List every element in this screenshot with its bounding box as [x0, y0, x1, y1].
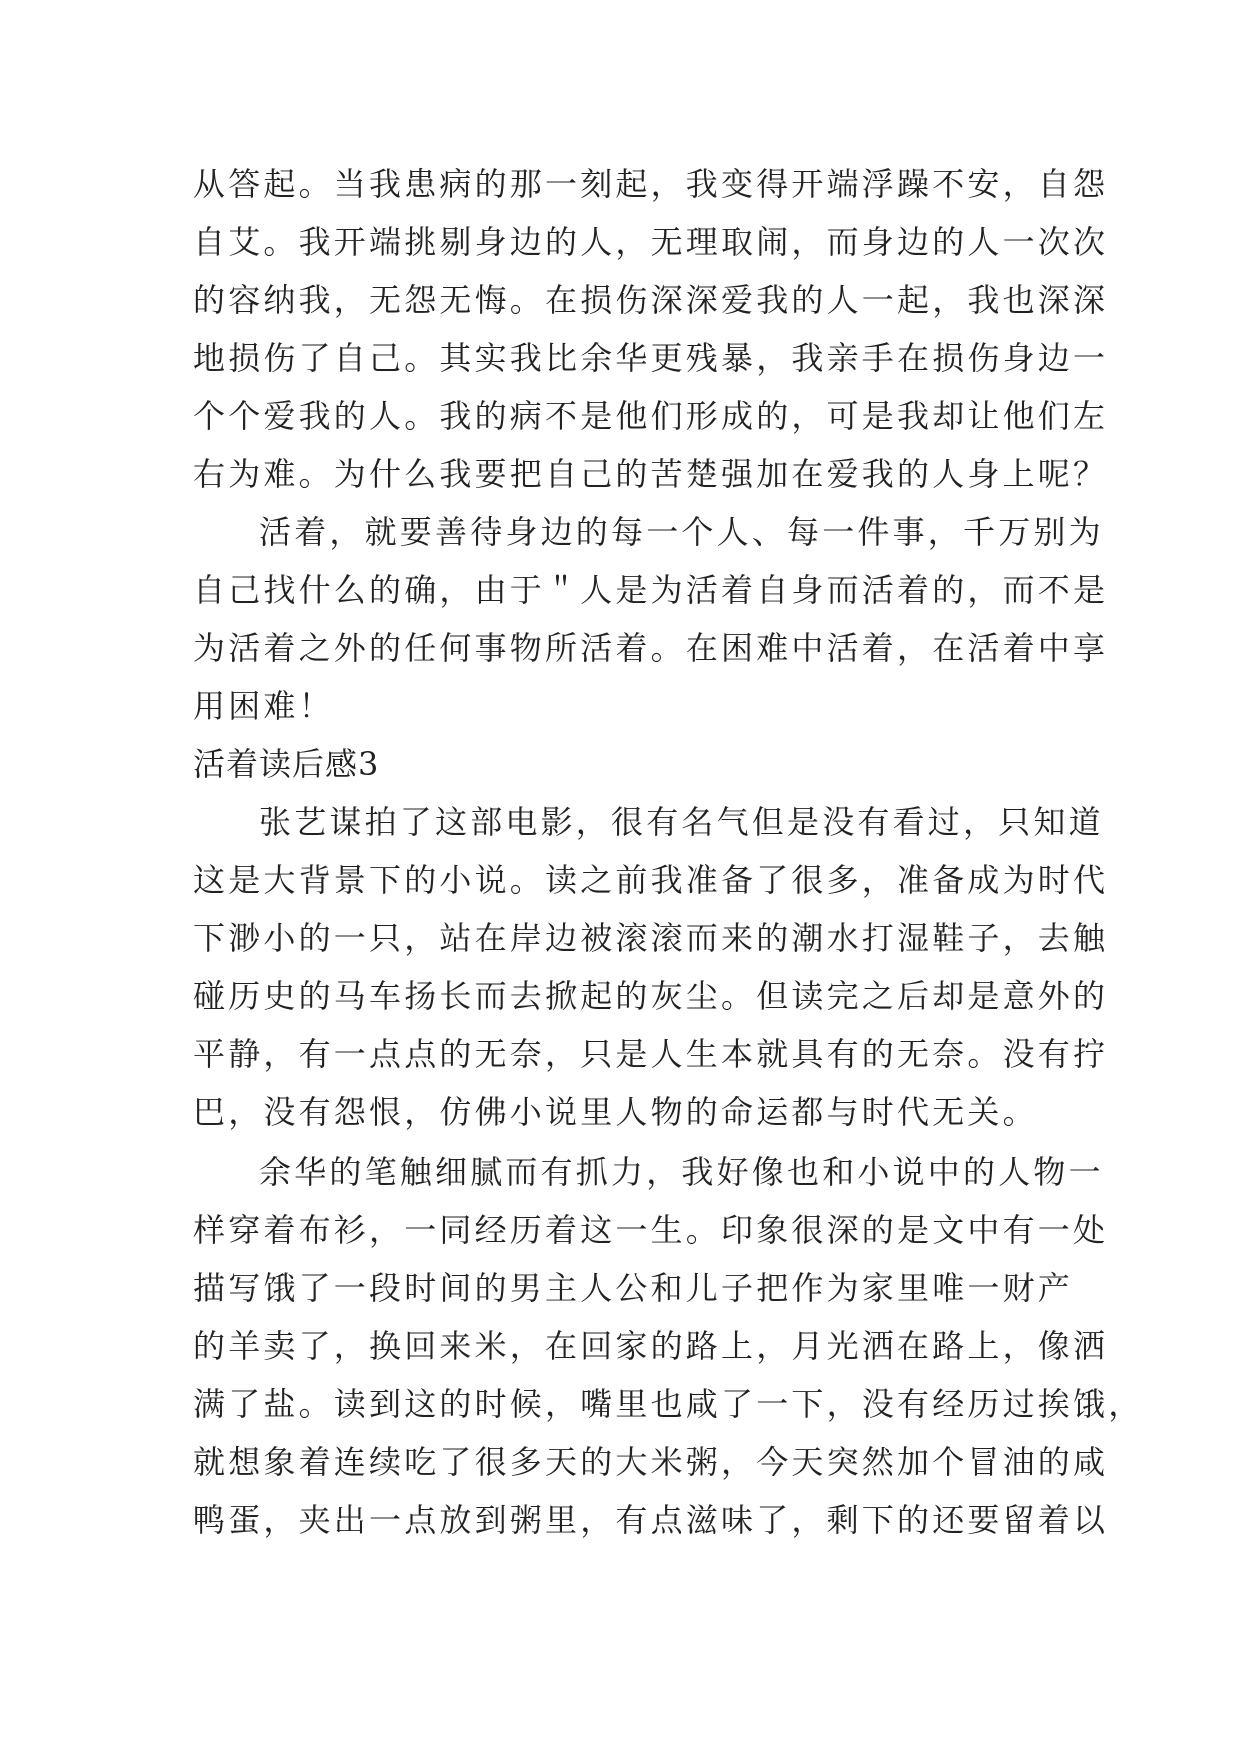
text-line: 自艾。我开端挑剔身边的人，无理取闹，而身边的人一次次	[193, 223, 1109, 261]
text-line: 满了盐。读到这的时候，嘴里也咸了一下，没有经历过挨饿，	[193, 1385, 1144, 1423]
text-line: 样穿着布衫，一同经历着这一生。印象很深的是文中有一处	[193, 1211, 1109, 1249]
text-line: 个个爱我的人。我的病不是他们形成的，可是我却让他们左	[193, 397, 1109, 435]
text-line: 的羊卖了，换回来米，在回家的路上，月光洒在路上，像洒	[193, 1327, 1109, 1365]
section-heading-block	[193, 735, 1053, 793]
section-heading: 活着读后感3	[193, 745, 380, 783]
text-line: 活着，就要善待身边的每一个人、每一件事，千万别为	[259, 513, 1104, 551]
text-line: 碰历史的马车扬长而去掀起的灰尘。但读完之后却是意外的	[193, 977, 1109, 1015]
text-line: 平静，有一点点的无奈，只是人生本就具有的无奈。没有拧	[193, 1035, 1109, 1073]
text-line: 的容纳我，无怨无悔。在损伤深深爱我的人一起，我也深深	[193, 281, 1109, 319]
text-line: 描写饿了一段时间的男主人公和儿子把作为家里唯一财产	[193, 1269, 1074, 1307]
text-line: 就想象着连续吃了很多天的大米粥，今天突然加个冒油的咸	[193, 1443, 1109, 1481]
paragraph-2	[193, 503, 1109, 735]
text-line: 巴，没有怨恨，仿佛小说里人物的命运都与时代无关。	[193, 1093, 1038, 1131]
text-line: 张艺谋拍了这部电影，很有名气但是没有看过，只知道	[259, 803, 1104, 841]
text-line: 为活着之外的任何事物所活着。在困难中活着，在活着中享	[193, 629, 1109, 667]
text-line: 鸭蛋，夹出一点放到粥里，有点滋味了，剩下的还要留着以	[193, 1501, 1109, 1539]
text-line: 从答起。当我患病的那一刻起，我变得开端浮躁不安，自怨	[193, 165, 1109, 203]
text-line: 用困难！	[193, 687, 334, 725]
paragraph-4	[193, 1143, 1144, 1549]
text-line: 自己找什么的确，由于＂人是为活着自身而活着的，而不是	[193, 571, 1109, 609]
paragraph-3	[193, 793, 1109, 1141]
text-line: 右为难。为什么我要把自己的苦楚强加在爱我的人身上呢？	[193, 455, 1109, 493]
text-line: 下渺小的一只，站在岸边被滚滚而来的潮水打湿鞋子，去触	[193, 919, 1109, 957]
text-line: 这是大背景下的小说。读之前我准备了很多，准备成为时代	[193, 861, 1109, 899]
text-line: 余华的笔触细腻而有抓力，我好像也和小说中的人物一	[259, 1153, 1104, 1191]
paragraph-1	[193, 155, 1109, 503]
text-line: 地损伤了自己。其实我比余华更残暴，我亲手在损伤身边一	[193, 339, 1109, 377]
